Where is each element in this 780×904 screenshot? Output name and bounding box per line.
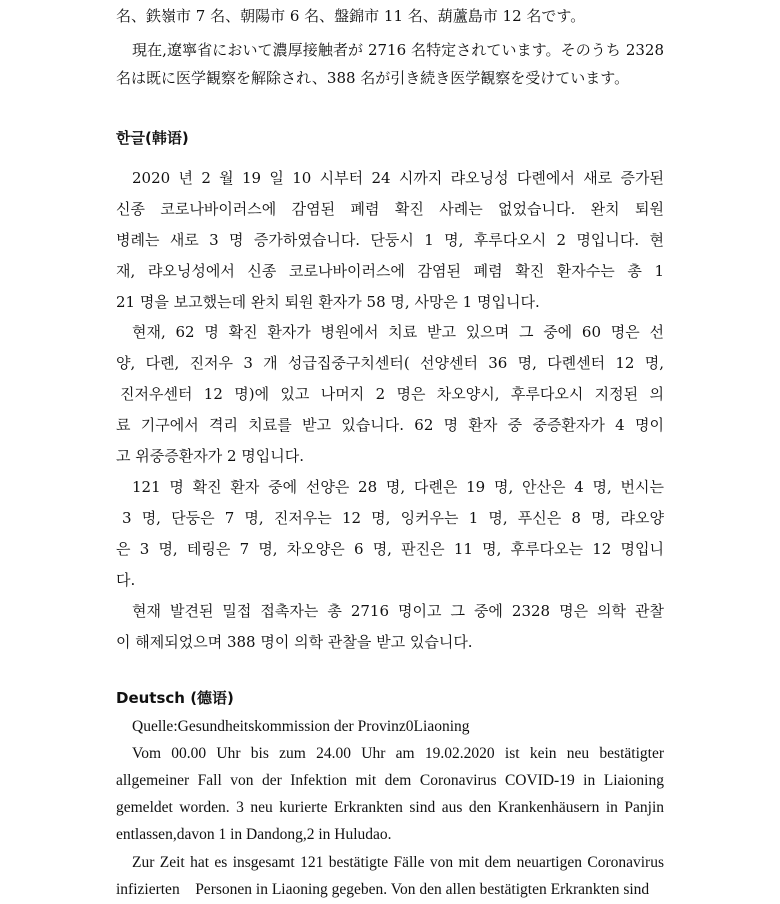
ko-line-2: 신종 코로나바이러스에 감염된 폐렴 확진 사례는 없었습니다. 완치 퇴원 — [116, 200, 664, 218]
de-line-1: Quelle:Gesundheitskommission der Provinz0Liaoning — [132, 718, 470, 735]
ko-line-16: 이 해제되었으며 388 명이 의학 관찰을 받고 있습니다. — [116, 633, 473, 651]
ko-line-7: 양, 다롄, 진저우 3 개 성급집중구치센터( 선양센터 36 명, 다롄센터 12 명, — [116, 354, 664, 372]
ja-line-1: 名、鉄嶺市 7 名、朝陽市 6 名、盤錦市 11 名、葫蘆島市 12 名です。 — [116, 7, 586, 25]
ko-line-5: 21 명을 보고했는데 완치 퇴원 환자가 58 명, 사망은 1 명입니다. — [116, 293, 540, 311]
de-line-7: infizierten Personen in Liaoning gegeben. Von den allen bestätigten Erkrankten sind — [116, 881, 650, 898]
german-heading: Deutsch (德语) — [116, 689, 234, 707]
ko-line-1: 2020 년 2 월 19 일 10 시부터 24 시까지 랴오닝성 다롄에서 새로 증가된 — [132, 169, 664, 187]
ko-line-11: 121 명 확진 환자 중에 선양은 28 명, 다롄은 19 명, 안산은 4 명, 번시는 — [132, 478, 664, 496]
de-line-5: entlassen,davon 1 in Dandong,2 in Huludao. — [116, 826, 392, 843]
ko-line-4: 재, 랴오닝성에서 신종 코로나바이러스에 감염된 폐렴 확진 환자수는 총 1 — [116, 262, 664, 280]
ko-line-12: 3 명, 단둥은 7 명, 진저우는 12 명, 잉커우는 1 명, 푸신은 8 명, 랴오양 — [122, 509, 664, 527]
ko-line-6: 현재, 62 명 확진 환자가 병원에서 치료 받고 있으며 그 중에 60 명은 선 — [132, 323, 664, 341]
ko-line-8: 진저우센터 12 명)에 있고 나머지 2 명은 차오양시, 후루다오시 지정된 의 — [120, 385, 664, 403]
ko-line-14: 다. — [116, 571, 136, 589]
korean-heading: 한글(韩语) — [116, 129, 189, 147]
ko-line-9: 료 기구에서 격리 치료를 받고 있습니다. 62 명 환자 중 중증환자가 4 명이 — [116, 416, 664, 434]
ja-line-2: 現在,遼寧省において濃厚接触者が 2716 名特定されています。そのうち 2328 — [132, 41, 664, 59]
de-line-3: allgemeiner Fall von der Infektion mit dem Coronavirus COVID-19 in Liaioning — [116, 772, 664, 789]
ko-line-15: 현재 발견된 밀접 접촉자는 총 2716 명이고 그 중에 2328 명은 의학 관찰 — [132, 602, 664, 620]
ko-line-13: 은 3 명, 테링은 7 명, 차오양은 6 명, 판진은 11 명, 후루다오는 12 명입니 — [116, 540, 664, 558]
ko-line-3: 병례는 새로 3 명 증가하였습니다. 단둥시 1 명, 후루다오시 2 명입니다. 현 — [116, 231, 664, 249]
de-line-4: gemeldet worden. 3 neu kurierte Erkrankten sind aus den Krankenhäusern in Panjin — [116, 799, 664, 816]
de-line-2: Vom 00.00 Uhr bis zum 24.00 Uhr am 19.02.2020 ist kein neu bestätigter — [132, 745, 664, 762]
de-line-6: Zur Zeit hat es insgesamt 121 bestätigte Fälle von mit dem neuartigen Coronavirus — [132, 854, 664, 871]
ja-line-3: 名は既に医学観察を解除され、388 名が引き続き医学観察を受けています。 — [116, 69, 630, 87]
ko-line-10: 고 위중증환자가 2 명입니다. — [116, 447, 305, 465]
